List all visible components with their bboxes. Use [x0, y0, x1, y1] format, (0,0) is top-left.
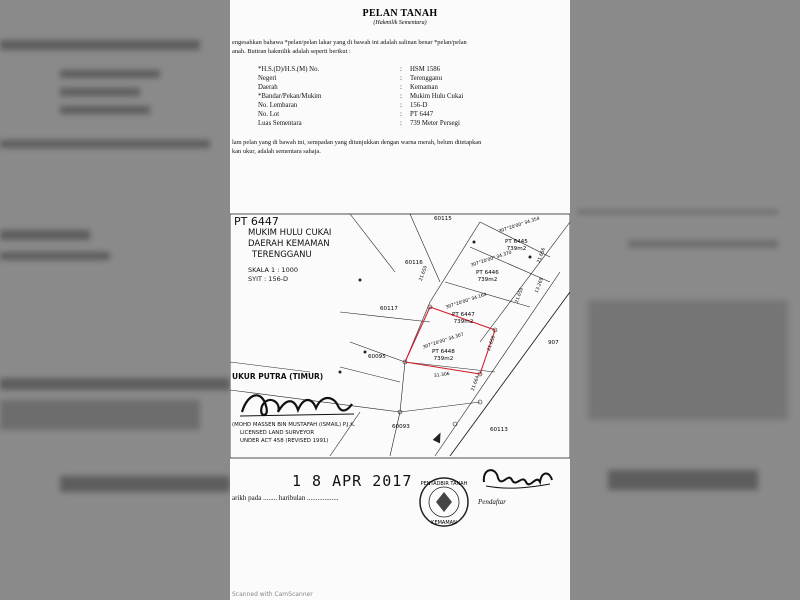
- detail-value: Terengganu: [410, 75, 442, 82]
- map-skala: SKALA 1 : 1000: [248, 266, 299, 274]
- lot-number: PT 6446: [476, 270, 499, 276]
- survey-map: [230, 212, 570, 460]
- map-negeri: TERENGGANU: [252, 250, 312, 260]
- background-right: [568, 0, 800, 600]
- detail-value: PT 6447: [410, 111, 434, 118]
- detail-label: No. Lembaran: [258, 102, 298, 109]
- edge-label: 31.306: [433, 371, 451, 380]
- detail-value: 739 Meter Persegi: [410, 120, 460, 127]
- page-title: PELAN TANAH: [362, 8, 438, 19]
- intro-line-2: anah. Butiran hakmilik adalah seperti berikut :: [232, 48, 351, 55]
- document-page: [230, 0, 570, 600]
- seal-top-text: PENTADBIR TANAH: [420, 481, 468, 487]
- detail-colon: :: [400, 75, 402, 82]
- lot-number: PT 6447: [452, 312, 475, 318]
- tarikh-line: arikh pada ........ haribulan ..................: [232, 494, 339, 502]
- detail-label: Luas Sementara: [258, 120, 302, 127]
- map-mukim: MUKIM HULU CUKAI: [248, 228, 332, 238]
- note-line-1: lam pelan yang di bawah ini, sempadan yang ditunjukkan dengan warna merah, belum ditetapkan: [232, 139, 482, 146]
- lot-pt6448: [432, 349, 455, 363]
- lot-label: 60117: [380, 306, 398, 312]
- detail-value: Mukim Hulu Cukai: [410, 93, 464, 100]
- detail-label: Daerah: [258, 84, 278, 91]
- detail-colon: :: [400, 84, 402, 91]
- bearing-label: 307°20'00" 34.164: [445, 292, 488, 311]
- lot-label: 60093: [392, 424, 410, 430]
- detail-colon: :: [400, 120, 402, 127]
- edge-label: 13.269: [534, 277, 545, 294]
- lot-area: 739m2: [433, 356, 454, 362]
- detail-label: *H.S.(D)/H.S.(M) No.: [258, 66, 320, 73]
- background-left: [0, 0, 230, 600]
- detail-colon: :: [400, 102, 402, 109]
- map-syit: SYIT : 156-D: [248, 275, 289, 283]
- lot-label: 60113: [490, 427, 508, 433]
- lot-area: 739m2: [506, 246, 527, 252]
- bearing-label: 307°20'00" 34.370: [470, 250, 513, 269]
- date-stamp: 1 8 APR 2017: [292, 472, 413, 490]
- surveyor-licence: LICENSED LAND SURVEYOR: [240, 430, 315, 436]
- lot-label: 907: [548, 340, 559, 346]
- page-subtitle: (Hakmilik Sementara): [373, 20, 427, 26]
- detail-value: 156-D: [410, 102, 428, 109]
- seal-bottom-text: KEMAMAN: [431, 520, 457, 526]
- edge-label: 21.656: [536, 247, 547, 264]
- edge-label: 21.650: [418, 265, 429, 282]
- detail-colon: :: [400, 111, 402, 118]
- detail-label: Negeri: [258, 75, 277, 82]
- surveyor-act: UNDER ACT 458 (REVISED 1991): [240, 438, 329, 444]
- registrar-signature: [478, 460, 558, 496]
- edge-label: 21.664: [470, 375, 481, 392]
- intro-line-1: engesahkan bahawa *pelan/pelan lakar yang di bawah ini adalah salinan benar *pelan/pelan: [232, 39, 467, 46]
- lot-number: PT 6445: [505, 239, 528, 245]
- official-seal-icon: [418, 476, 470, 528]
- edge-label: 21.656: [486, 335, 497, 352]
- lot-number: PT 6448: [432, 349, 455, 355]
- detail-label: *Bandar/Pekan/Mukim: [258, 93, 322, 100]
- scanner-watermark: Scanned with CamScanner: [232, 591, 313, 598]
- detail-value: Kemaman: [410, 84, 438, 91]
- edge-label: 21.650: [514, 287, 525, 304]
- lot-area: 739m2: [453, 319, 474, 325]
- lot-label: 60095: [368, 354, 386, 360]
- lot-label: 60116: [405, 260, 423, 266]
- lot-area: 739m2: [477, 277, 498, 283]
- surveyor-name: (MOHD MASSEN BIN MUSTAFAH (ISMAIL) P.J.K.: [232, 422, 356, 428]
- detail-colon: :: [400, 93, 402, 100]
- bearing-label: 307°20'00" 34.307: [422, 332, 465, 351]
- detail-colon: :: [400, 66, 402, 73]
- surveyor-company: UKUR PUTRA (TIMUR): [232, 372, 324, 381]
- lot-pt6447: [452, 312, 475, 326]
- detail-label: No. Lot: [258, 111, 280, 118]
- map-daerah: DAERAH KEMAMAN: [248, 239, 330, 249]
- bearing-label: 307°20'00" 34.354: [498, 216, 541, 235]
- pendaftar-label: Pendaftar: [478, 498, 506, 506]
- lot-label: 60115: [434, 216, 452, 222]
- note-line-2: kan ukur, adalah sementara sahaja.: [232, 148, 321, 155]
- surveyor-signature: [238, 384, 358, 424]
- map-heading: PT 6447: [234, 215, 279, 228]
- lot-pt6446: [476, 270, 499, 284]
- detail-value: HSM 1586: [410, 66, 441, 73]
